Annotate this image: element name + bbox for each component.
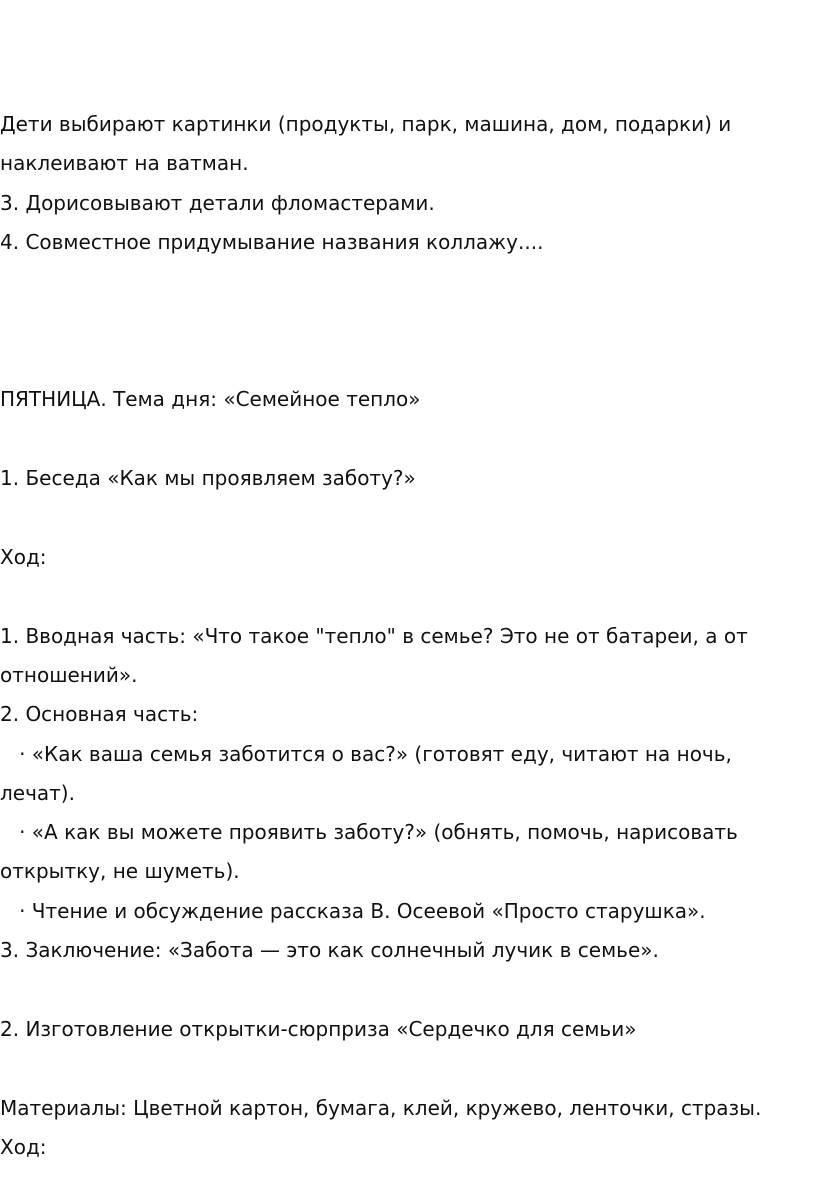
text-line: Материалы: Цветной картон, бумага, клей, кружево, ленточки, стразы. [0, 1096, 762, 1120]
text-line: открытку, не шуметь). [0, 859, 240, 883]
bullet-item: · Чтение и обсуждение рассказа В. Осеевой «Просто старушка». [0, 899, 706, 923]
activity-title: 2. Изготовление открытки-сюрприза «Сердечко для семьи» [0, 1017, 637, 1041]
bullet-item: · «Как ваша семья заботится о вас?» (готовят еду, читают на ночь, [0, 742, 732, 766]
activity-title: 1. Беседа «Как мы проявляем заботу?» [0, 466, 416, 490]
text-line: наклеивают на ватман. [0, 151, 249, 175]
text-line: 3. Дорисовывают детали фломастерами. [0, 191, 435, 215]
text-line: Ход: [0, 1135, 47, 1159]
text-line: Дети выбирают картинки (продукты, парк, машина, дом, подарки) и [0, 112, 732, 136]
text-line: 3. Заключение: «Забота — это как солнечный лучик в семье». [0, 938, 659, 962]
text-line: лечат). [0, 781, 75, 805]
bullet-item: · «А как вы можете проявить заботу?» (обнять, помочь, нарисовать [0, 820, 738, 844]
text-line: 1. Вводная часть: «Что такое "тепло" в семье? Это не от батареи, а от [0, 624, 748, 648]
text-line: 4. Совместное придумывание названия коллажу.... [0, 230, 544, 254]
text-line: отношений». [0, 663, 138, 687]
text-line: Ход: [0, 545, 47, 569]
section-heading: ПЯТНИЦА. Тема дня: «Семейное тепло» [0, 387, 421, 411]
text-line: 2. Основная часть: [0, 702, 199, 726]
